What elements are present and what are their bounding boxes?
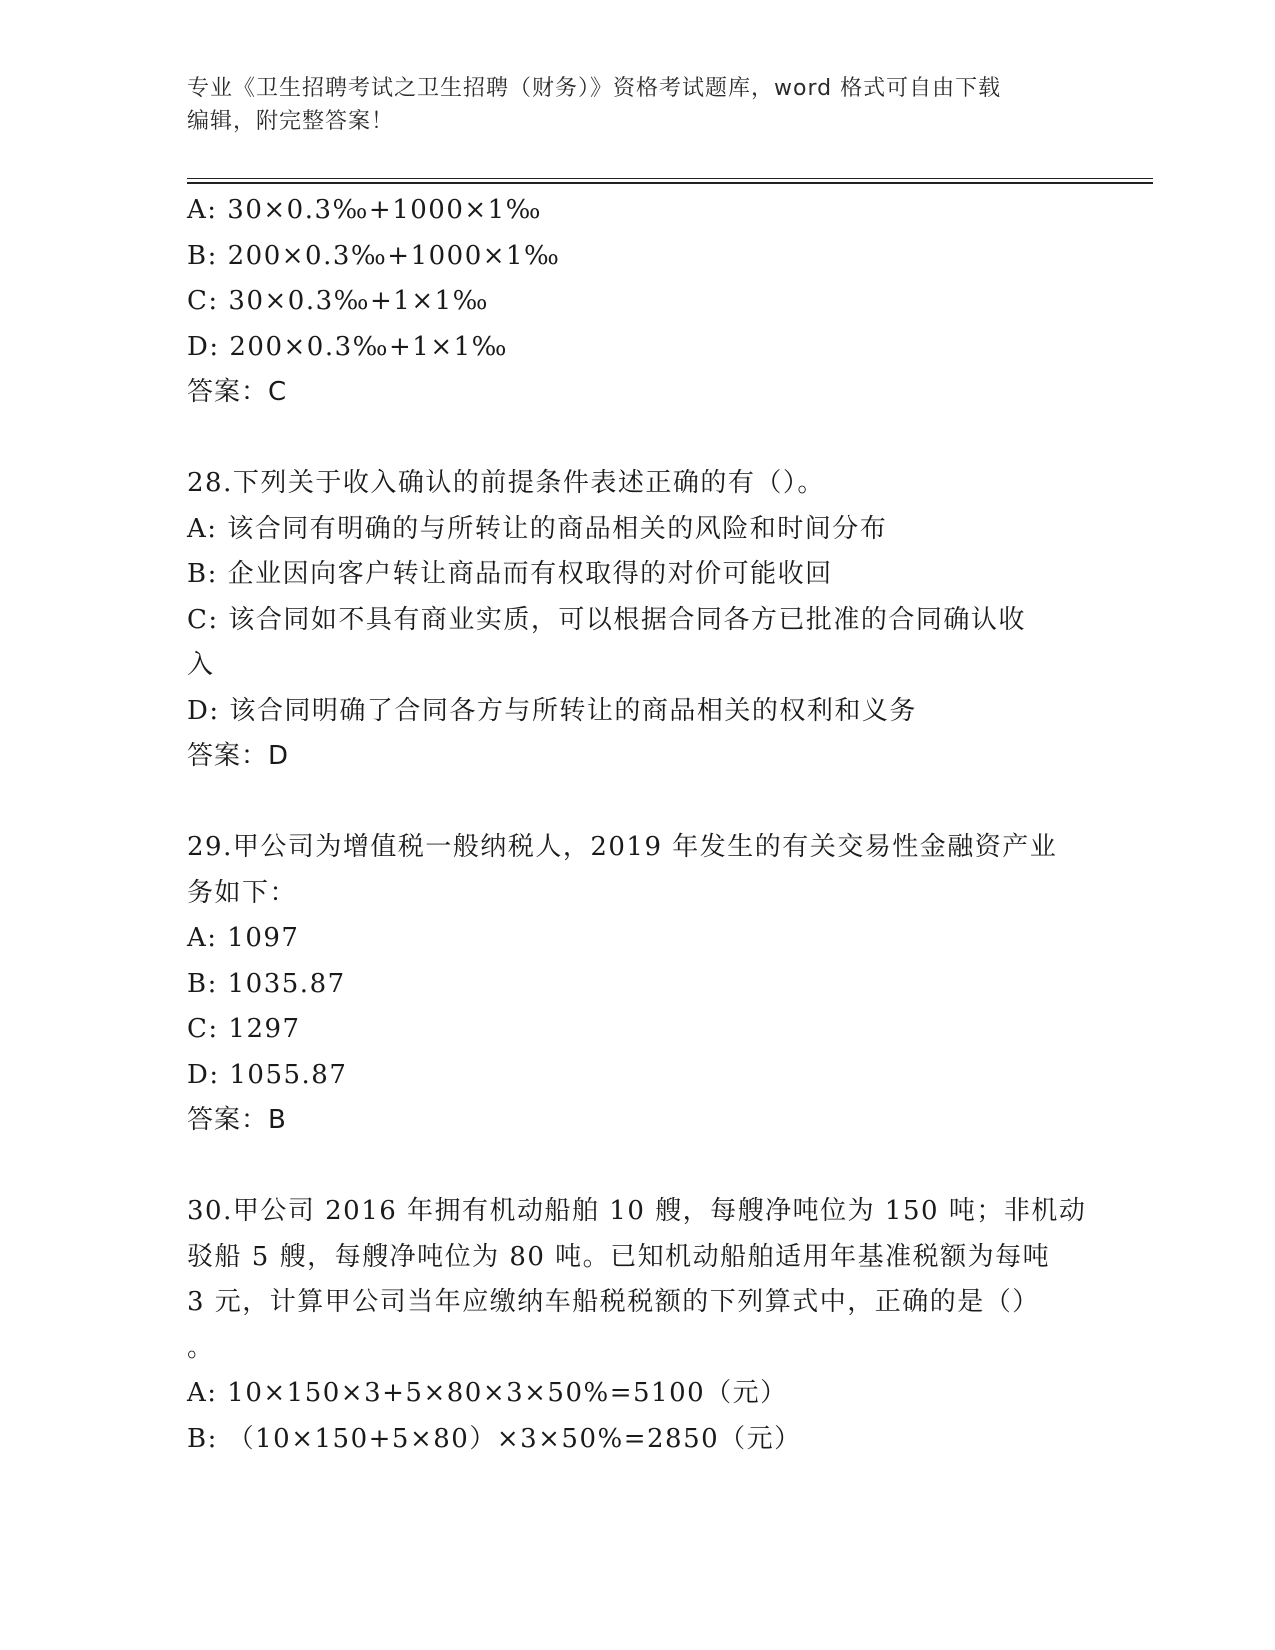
option-d: D: 该合同明确了合同各方与所转让的商品相关的权利和义务 [187,695,917,726]
answer: 答案：B [187,1105,287,1135]
intro-line-2: 编辑，附完整答案！ [187,109,395,134]
question-text-line-3: 3 元，计算甲公司当年应缴纳车船税税额的下列算式中，正确的是（） [187,1287,1040,1317]
option-a: A: 10×150×3+5×80×3×50%=5100（元） [187,1378,788,1408]
option-d: D: 1055.87 [187,1059,348,1090]
header-divider-thick [187,182,1153,184]
spacer [187,780,1077,826]
spacer [187,1144,1077,1190]
question-27 [187,188,1077,416]
question-text: 28.下列关于收入确认的前提条件表述正确的有（）。 [187,468,825,498]
option-d: D: 200×0.3‰+1×1‰ [187,331,509,362]
question-28 [187,461,1077,780]
option-c-line-2: 入 [187,650,215,680]
document-intro [187,72,1067,138]
spacer [187,416,1077,462]
option-b: B: 200×0.3‰+1000×1‰ [187,240,561,271]
option-c-line-1: C: 该合同如不具有商业实质，可以根据合同各方已批准的合同确认收 [187,604,1026,635]
intro-line-1: 专业《卫生招聘考试之卫生招聘（财务）》资格考试题库，word 格式可自由下载 [187,76,1002,101]
question-29 [187,825,1077,1144]
question-text-line-2: 务如下： [187,877,298,908]
question-text-line-1: 30.甲公司 2016 年拥有机动船舶 10 艘，每艘净吨位为 150 吨；非机动 [187,1196,1087,1226]
question-text-line-1: 29.甲公司为增值税一般纳税人，2019 年发生的有关交易性金融资产业 [187,832,1058,862]
question-text-line-4: 。 [187,1332,215,1363]
option-b: B: （10×150+5×80）×3×50%=2850（元） [187,1423,802,1454]
header-divider-thin [187,178,1153,179]
question-list [187,188,1087,1462]
option-a: A: 该合同有明确的与所转让的商品相关的风险和时间分布 [187,513,888,544]
option-a: A: 30×0.3‰+1000×1‰ [187,195,543,225]
option-c: C: 1297 [187,1014,301,1044]
question-text-line-2: 驳船 5 艘，每艘净吨位为 80 吨。已知机动船舶适用年基准税额为每吨 [187,1241,1051,1272]
answer: 答案：C [187,377,288,407]
option-c: C: 30×0.3‰+1×1‰ [187,286,490,316]
option-a: A: 1097 [187,923,300,953]
question-30 [187,1189,1087,1462]
option-b: B: 企业因向客户转让商品而有权取得的对价可能收回 [187,559,833,589]
option-b: B: 1035.87 [187,968,346,999]
answer: 答案：D [187,741,290,771]
